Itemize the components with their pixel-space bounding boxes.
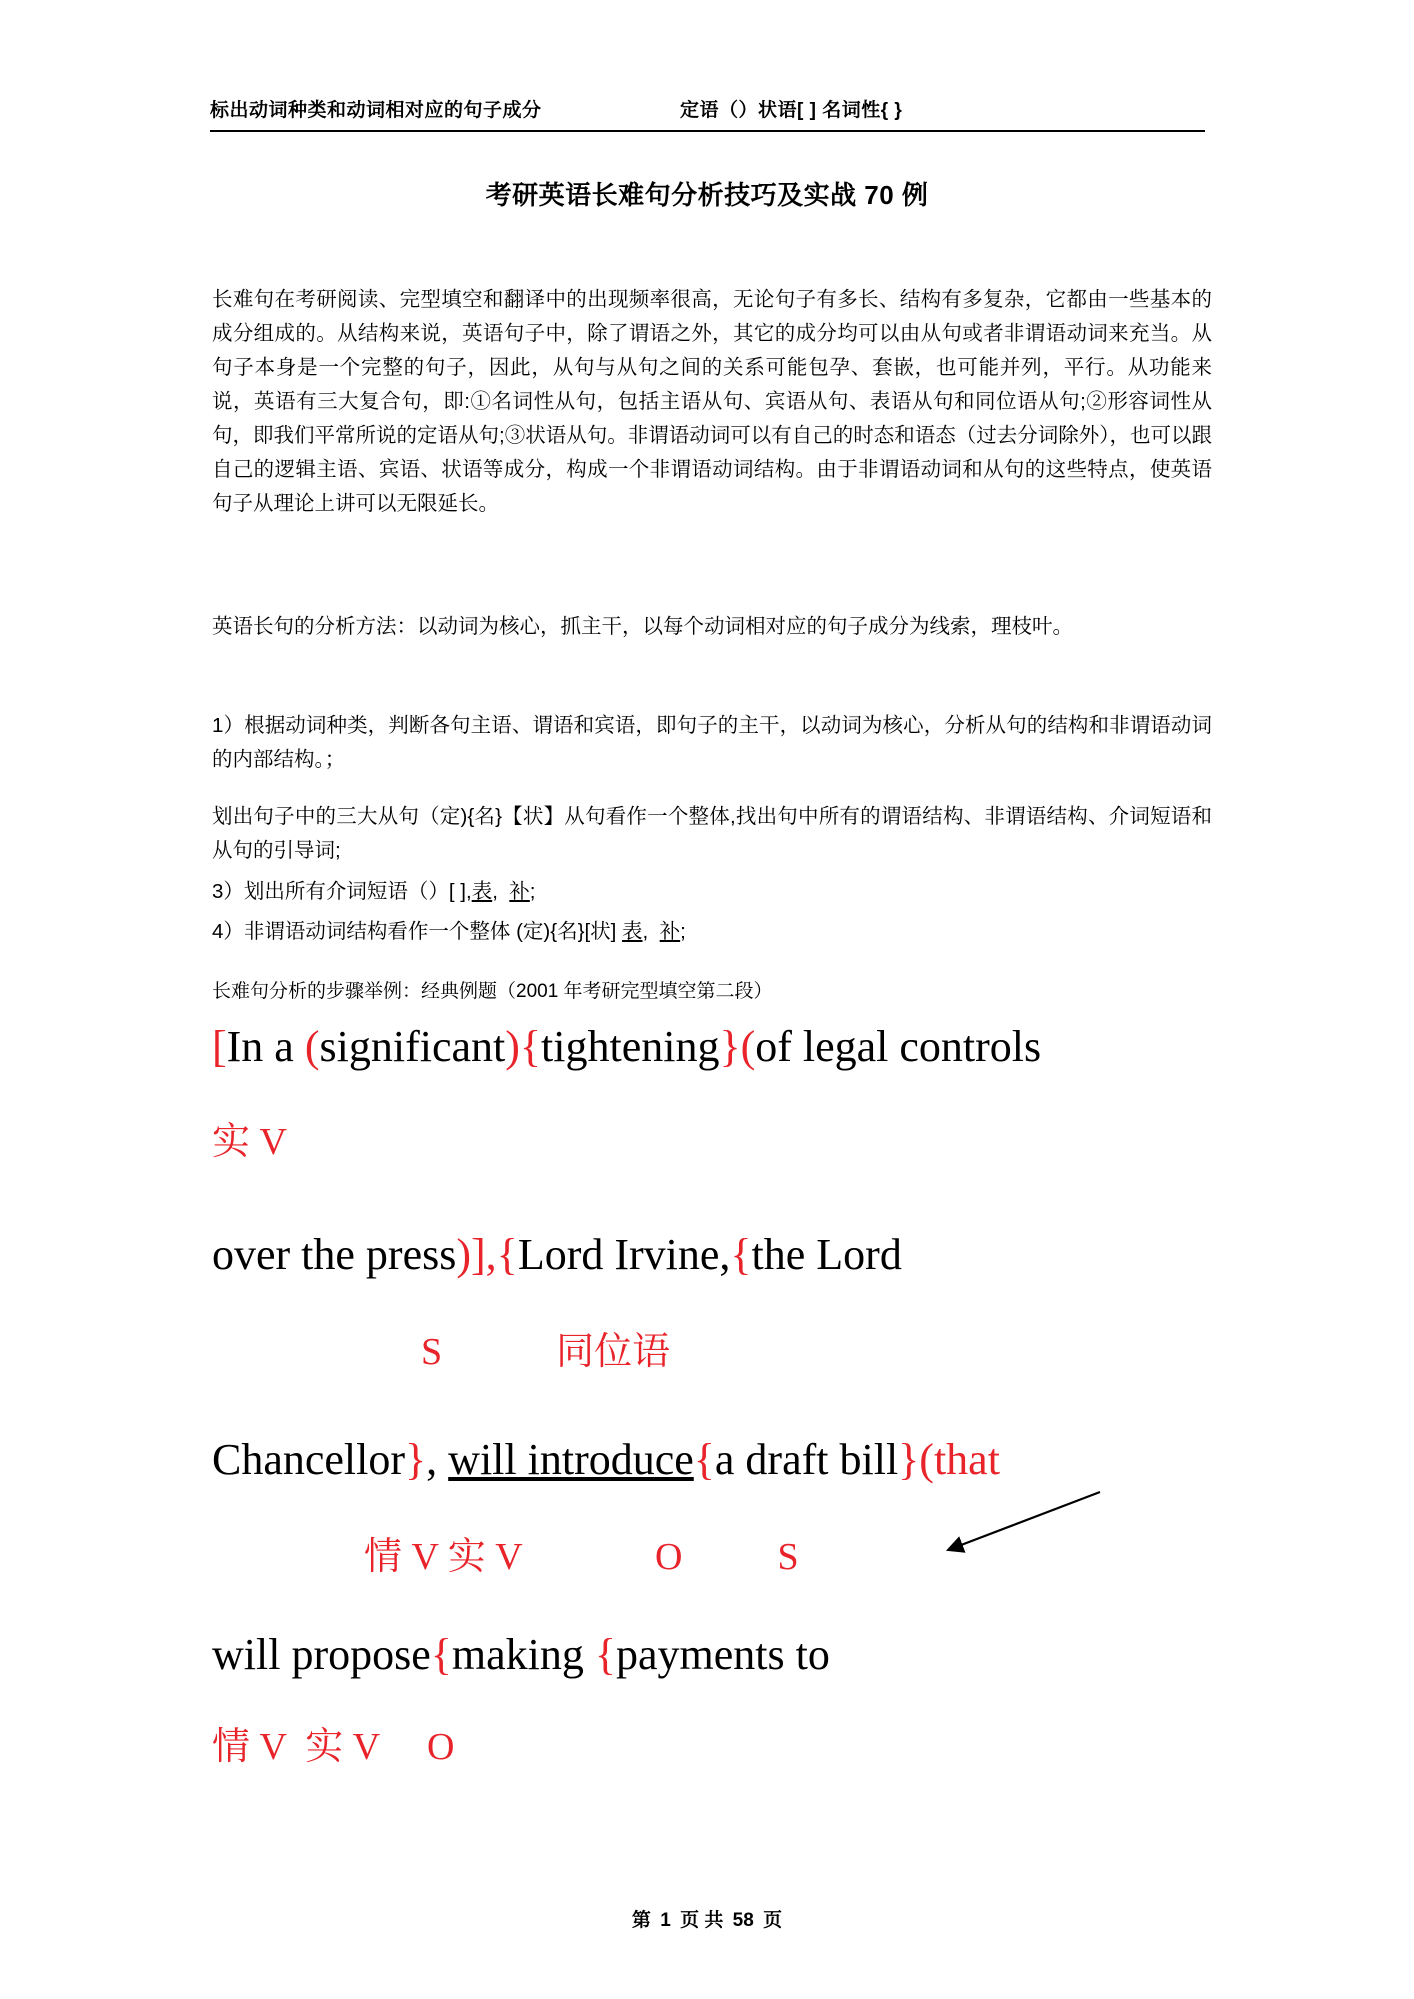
step-4-underline-1: 表: [622, 920, 643, 943]
step-4-mid: ,: [642, 920, 649, 943]
step-3-prefix: 3）划出所有介词短语（）[ ],: [212, 880, 472, 903]
sentence-segment: )],{: [456, 1230, 518, 1279]
sentence-segment: Lord Irvine,: [517, 1230, 731, 1279]
sentence-segment: {: [594, 1630, 616, 1679]
sentence-marks-3: 情 V 实 V O S: [212, 1536, 799, 1578]
sentence-segment: payments to: [616, 1630, 830, 1679]
sentence-segment: {: [693, 1435, 715, 1484]
page-header: [210, 95, 1205, 132]
sentence-line-4: [212, 1630, 1272, 1680]
step-3-underline-2: 补: [509, 880, 530, 903]
sentence-marks-2: S 同位语: [212, 1331, 671, 1373]
header-right-text: 定语（）状语[ ] 名词性{ }: [680, 100, 903, 121]
sentence-segment: [: [212, 1022, 227, 1071]
footer-mid: 页 共: [680, 1910, 724, 1931]
sentence-segment: {: [730, 1230, 752, 1279]
sentence-line-3: [212, 1435, 1272, 1485]
sentence-segment: significant: [319, 1022, 506, 1071]
example-label: 长难句分析的步骤举例：经典例题（2001 年考研完型填空第二段）: [212, 981, 773, 1002]
sentence-line-1: [212, 1022, 1272, 1072]
intro-paragraph: 长难句在考研阅读、完型填空和翻译中的出现频率很高，无论句子有多长、结构有多复杂，它都由一些基本的成分组成的。从结构来说，英语句子中，除了谓语之外，其它的成分均可以由从句或者非谓语动词来充当。从句子本身是一个完整的句子，因此，从句与从句之间的关系可能包孕、套嵌，也可能并列，平行。从功能来说，英语有三大复合句，即:①名词性从句，包括主语从句、宾语从句、表语从句和同位语从句;②形容词性从句，即我们平常所说的定语从句;③状语从句。非谓语动词可以有自己的时态和语态（过去分词除外），也可以跟自己的逻辑主语、宾语、状语等成分，构成一个非谓语动词结构。由于非谓语动词和从句的这些特点，使英语句子从理论上讲可以无限延长。: [212, 288, 1212, 515]
sentence-marks-4: 情 V 实 V O: [212, 1726, 455, 1768]
sentence-segment: will propose: [212, 1630, 431, 1679]
sentence-segment: In a: [226, 1022, 305, 1071]
sentence-segment: the Lord: [751, 1230, 902, 1279]
step-4-underline-2: 补: [659, 920, 681, 943]
sentence-segment: ){: [505, 1022, 542, 1071]
step-3-suffix: ;: [529, 880, 536, 903]
sentence-segment: a draft bill: [714, 1435, 899, 1484]
sentence-segment: Chancellor: [212, 1435, 406, 1484]
step-4-prefix: 4）非谓语动词结构看作一个整体 (定){名}[状]: [212, 920, 623, 943]
sentence-segment: }(: [898, 1435, 934, 1484]
step-3-underline-1: 表: [471, 880, 493, 903]
sentence-segment: {: [430, 1630, 452, 1679]
step-2-paragraph: 划出句子中的三大从句（定){名}【状】从句看作一个整体,找出句中所有的谓语结构、非谓语结构、介词短语和从句的引导词;: [212, 805, 1212, 862]
footer-total-pages: 58: [732, 1910, 754, 1931]
footer-page-number: 1: [660, 1910, 671, 1931]
sentence-segment: of legal controls: [755, 1022, 1042, 1071]
sentence-segment: }(: [719, 1022, 756, 1071]
step-4-paragraph: [212, 915, 1212, 949]
annotation-arrow-icon: [930, 1480, 1110, 1570]
sentence-marks-1: 实 V: [212, 1121, 287, 1163]
step-3-paragraph: [212, 875, 1212, 909]
footer-prefix: 第: [631, 1910, 651, 1931]
step-1-paragraph: 1）根据动词种类，判断各句主语、谓语和宾语，即句子的主干，以动词为核心，分析从句的结构和非谓语动词的内部结构。；: [212, 714, 1212, 771]
step-4-suffix: ;: [680, 920, 686, 943]
method-paragraph: 英语长句的分析方法：以动词为核心，抓主干，以每个动词相对应的句子成分为线索，理枝叶。: [212, 615, 1073, 638]
footer-suffix: 页: [763, 1910, 783, 1931]
sentence-segment: }: [405, 1435, 427, 1484]
sentence-segment: tightening: [541, 1022, 720, 1071]
step-3-mid: ,: [492, 880, 498, 903]
page-footer: [0, 1905, 1414, 1932]
sentence-line-2: [212, 1230, 1272, 1280]
sentence-segment: (: [304, 1022, 320, 1071]
sentence-segment: will introduce: [448, 1435, 694, 1484]
sentence-segment: over the press: [212, 1230, 457, 1279]
sentence-segment: ,: [426, 1435, 449, 1484]
page-title: 考研英语长难句分析技巧及实战 70 例: [485, 180, 929, 210]
sentence-segment: that: [933, 1435, 1000, 1484]
header-left-text: 标出动词种类和动词相对应的句子成分: [210, 100, 542, 121]
sentence-segment: making: [451, 1630, 595, 1679]
